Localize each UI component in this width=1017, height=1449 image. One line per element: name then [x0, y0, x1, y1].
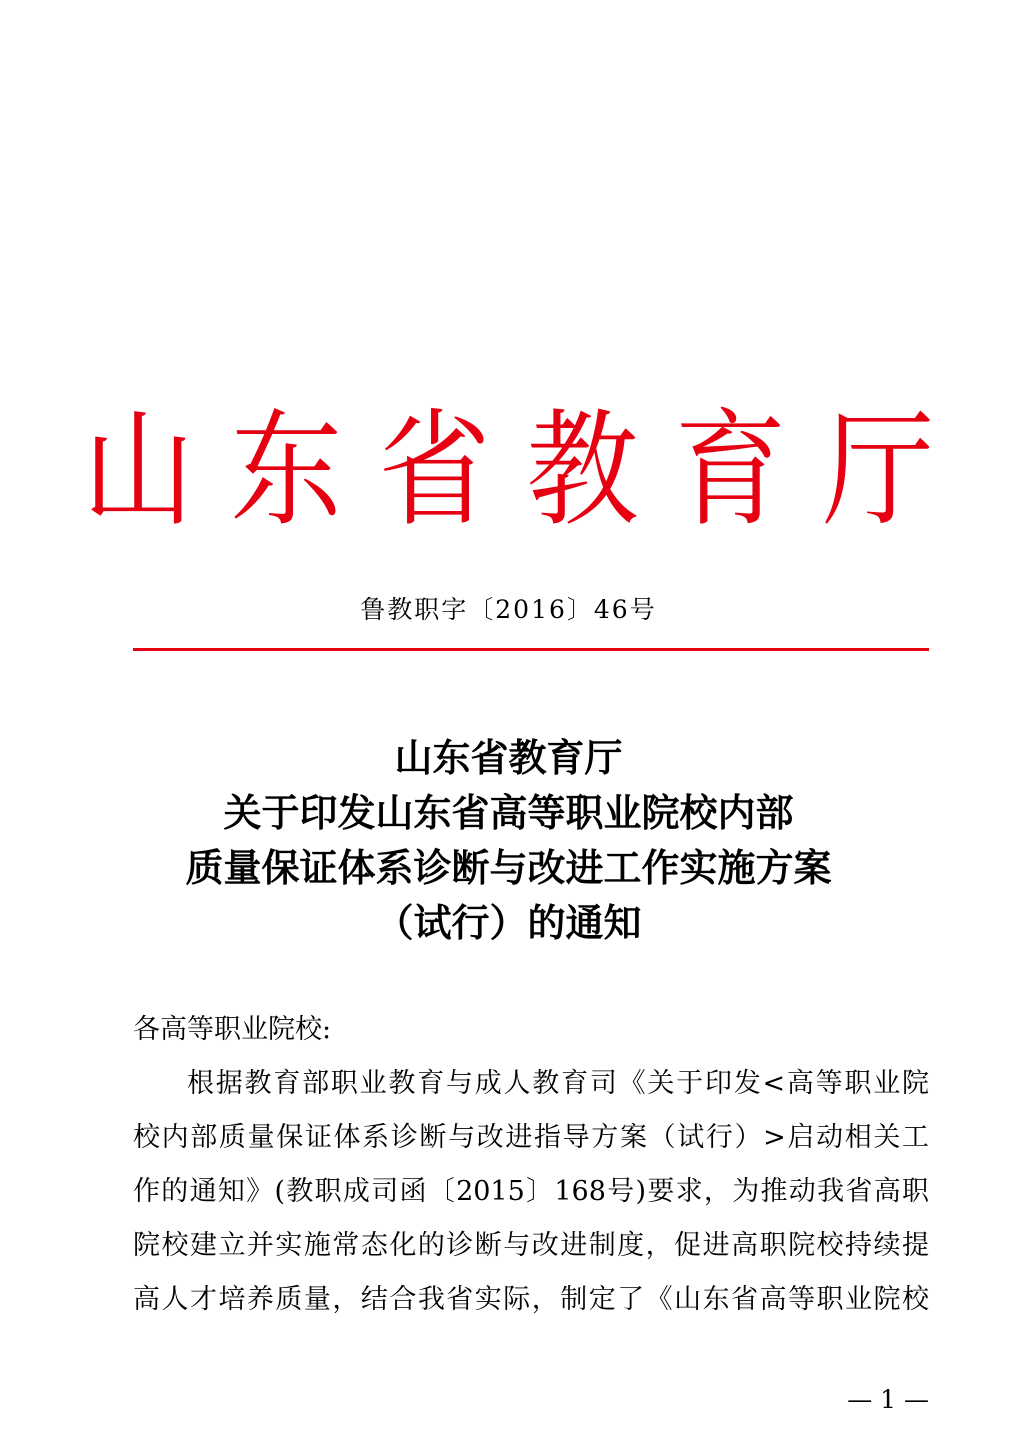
red-header-rule — [133, 648, 929, 651]
title-line: 山东省教育厅 — [394, 735, 623, 780]
title-line: 关于印发山东省高等职业院校内部 — [223, 790, 794, 835]
paragraph-line: 高人才培养质量，结合我省实际，制定了《山东省高等职业院校 — [133, 1284, 929, 1315]
paragraph-line: 作的通知》(教职成司函〔2015〕168号)要求，为推动我省高职 — [133, 1176, 929, 1207]
paragraph-line: 院校建立并实施常态化的诊断与改进制度，促进高职院校持续提 — [133, 1230, 929, 1261]
document-body — [133, 1003, 929, 1327]
paragraph-line: 根据教育部职业教育与成人教育司《关于印发<高等职业院 — [187, 1068, 929, 1099]
title-line: 质量保证体系诊断与改进工作实施方案 — [185, 845, 832, 890]
title-line: （试行）的通知 — [375, 900, 642, 945]
salutation: 各高等职业院校: — [133, 1014, 332, 1045]
document-title — [0, 730, 1017, 950]
paragraph-line: 校内部质量保证体系诊断与改进指导方案（试行）>启动相关工 — [133, 1122, 929, 1153]
issuer-heading: 山东省教育厅 — [82, 398, 971, 544]
document-number: 鲁教职字〔2016〕46号 — [360, 595, 657, 624]
page-number: — 1 — — [847, 1385, 929, 1414]
